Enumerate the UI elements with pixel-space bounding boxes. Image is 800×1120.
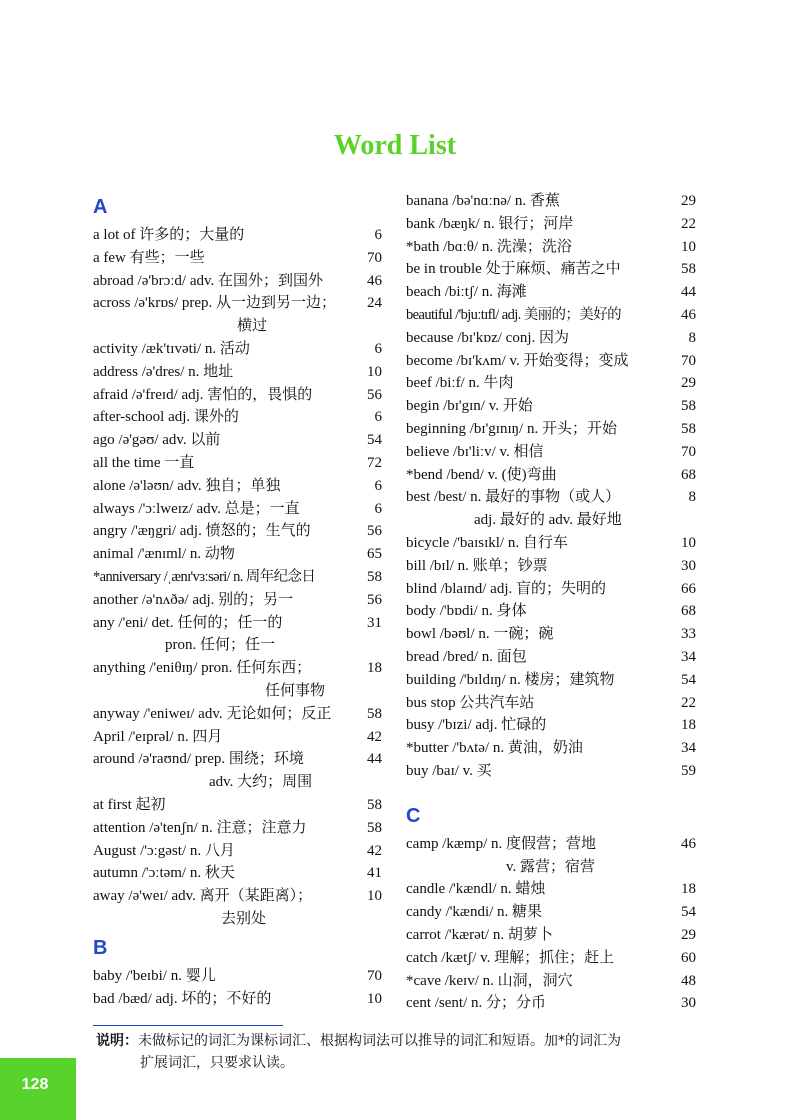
entry-text: angry /'æŋgri/ adj. 愤怒的；生气的 [93,523,311,540]
entry-page-number: 10 [367,990,382,1007]
entry-page-number: 65 [367,546,382,563]
word-entry [93,384,388,407]
entry-continuation: v. 露营；宿营 [506,858,596,875]
entry-text: afraid /ə'freɪd/ adj. 害怕的，畏惧的 [93,386,313,403]
entry-page-number: 48 [681,972,696,989]
entry-text: across /ə'krɒs/ prep. 从一边到另一边； [93,295,337,312]
entry-page-number: 10 [367,363,382,380]
entry-text: building /'bɪldɪŋ/ n. 楼房；建筑物 [406,671,615,688]
word-entry [93,338,388,361]
word-entry [93,862,388,885]
entry-page-number: 54 [681,904,696,921]
word-entry [406,395,702,418]
entry-page-number: 58 [367,819,382,836]
entry-text: bus stop 公共汽车站 [406,694,535,711]
entry-page-number: 58 [681,398,696,415]
entry-text: around /ə'raʊnd/ prep. 围绕；环境 [93,751,304,768]
entry-page-number: 58 [367,568,382,585]
word-entry [406,327,702,350]
entry-text: *cave /keɪv/ n. 山洞，洞穴 [406,972,573,989]
entry-page-number: 30 [681,995,696,1012]
word-entry [93,612,388,658]
entry-page-number: 58 [367,705,382,722]
word-entry [406,623,702,646]
word-entry [406,372,702,395]
entry-text: cent /sent/ n. 分；分币 [406,995,546,1012]
entry-text: autumn /'ɔːtəm/ n. 秋天 [93,865,235,882]
entry-text: bicycle /'baɪsɪkl/ n. 自行车 [406,534,568,551]
word-entry [93,657,388,703]
word-entry [406,464,702,487]
entry-text: a few 有些；一些 [93,249,205,266]
entry-text: bill /bɪl/ n. 账单；钞票 [406,557,548,574]
entry-text: beach /biːtʃ/ n. 海滩 [406,284,527,301]
entry-page-number: 56 [367,523,382,540]
word-entry [93,589,388,612]
entry-page-number: 8 [688,489,696,506]
entry-text: anyway /'eniweɪ/ adv. 无论如何；反正 [93,705,332,722]
entry-text: bread /bred/ n. 面包 [406,648,527,665]
word-entry [406,600,702,623]
word-entry [406,646,702,669]
entry-text: *bath /bɑːθ/ n. 洗澡；洗浴 [406,238,572,255]
entry-text: all the time 一直 [93,454,195,471]
entry-page-number: 29 [681,926,696,943]
word-entry [93,361,388,384]
word-entry [93,885,388,931]
entry-page-number: 70 [367,967,382,984]
entry-page-number: 18 [681,717,696,734]
entry-page-number: 29 [681,375,696,392]
word-entry [406,418,702,441]
entry-page-number: 58 [681,261,696,278]
entry-continuation: 任何事物 [265,682,326,699]
word-entry [406,281,702,304]
entry-text: be in trouble 处于麻烦、痛苦之中 [406,261,621,278]
word-entry [406,692,702,715]
word-entry [93,292,388,338]
entry-text: address /ə'dres/ n. 地址 [93,363,234,380]
entry-page-number: 24 [367,295,382,312]
entry-page-number: 18 [681,881,696,898]
entry-text: beautiful /'bjuːtɪfl/ adj. 美丽的；美好的 [406,306,621,323]
entry-page-number: 44 [681,284,696,301]
word-list-right-column [406,190,702,1015]
word-entry [93,247,388,270]
entry-page-number: 46 [681,306,696,323]
entry-text: beef /biːf/ n. 牛肉 [406,375,514,392]
entry-text: bad /bæd/ adj. 坏的；不好的 [93,990,272,1007]
entry-continuation: adv. 大约；周围 [209,774,313,791]
word-entry [93,726,388,749]
section-letter: B [93,936,108,959]
entry-page-number: 34 [681,740,696,757]
entry-page-number: 56 [367,386,382,403]
entry-text: attention /ə'tenʃn/ n. 注意；注意力 [93,819,307,836]
word-entry [93,748,388,794]
entry-page-number: 33 [681,626,696,643]
entry-continuation: 横过 [237,318,268,335]
section-letter: A [93,196,108,218]
entry-text: abroad /ə'brɔːd/ adv. 在国外；到国外 [93,272,324,289]
word-entry [406,947,702,970]
entry-text: August /'ɔːgəst/ n. 八月 [93,842,235,859]
word-entry [93,703,388,726]
word-entry [406,304,702,327]
entry-page-number: 8 [688,329,696,346]
word-entry [93,840,388,863]
footnote-label: 说明： [96,1033,138,1049]
word-entry [406,213,702,236]
entry-text: begin /bɪ'gɪn/ v. 开始 [406,398,533,415]
word-entry [406,760,702,783]
word-entry [406,486,702,532]
entry-page-number: 54 [367,432,382,449]
entry-page-number: 42 [367,842,382,859]
entry-text: activity /æk'tɪvəti/ n. 活动 [93,340,250,357]
entry-text: because /bɪ'kɒz/ conj. 因为 [406,329,570,346]
word-entry [93,270,388,293]
word-entry [406,737,702,760]
word-entry [406,901,702,924]
word-entry [93,817,388,840]
word-entry [406,350,702,373]
entry-page-number: 42 [367,728,382,745]
entry-text: banana /bə'nɑːnə/ n. 香蕉 [406,193,560,209]
word-entry [93,965,388,988]
entry-page-number: 10 [681,238,696,255]
entry-page-number: 29 [681,193,696,209]
entry-page-number: 70 [681,443,696,460]
word-entry [406,190,702,213]
entry-text: blind /blaɪnd/ adj. 盲的；失明的 [406,580,606,597]
entry-text: after-school adj. 课外的 [93,409,239,426]
entry-page-number: 31 [367,614,382,631]
entry-page-number: 30 [681,557,696,574]
entry-page-number: 72 [367,454,382,471]
word-entry [93,406,388,429]
entry-text: another /ə'nʌðə/ adj. 别的；另一 [93,591,294,608]
entry-page-number: 6 [374,409,382,426]
entry-page-number: 22 [681,215,696,232]
entry-page-number: 59 [681,762,696,779]
word-entry [406,992,702,1015]
entry-page-number: 22 [681,694,696,711]
entry-text: believe /bɪ'liːv/ v. 相信 [406,443,544,460]
entry-text: carrot /'kærət/ n. 胡萝卜 [406,926,553,943]
entry-page-number: 54 [681,671,696,688]
section-gap [406,783,702,799]
entry-text: animal /'ænɪml/ n. 动物 [93,546,235,563]
entry-page-number: 58 [367,796,382,813]
entry-page-number: 6 [374,477,382,494]
entry-text: bank /bæŋk/ n. 银行；河岸 [406,215,574,232]
entry-page-number: 44 [367,751,382,768]
entry-text: ago /ə'gəʊ/ adv. 以前 [93,432,221,449]
entry-text: away /ə'weɪ/ adv. 离开（某距离）； [93,888,313,905]
word-entry [406,970,702,993]
entry-page-number: 68 [681,466,696,483]
entry-text: alone /ə'ləʊn/ adv. 独自；单独 [93,477,281,494]
word-entry [406,532,702,555]
entry-text: a lot of 许多的；大量的 [93,227,245,243]
entry-text: any /'eni/ det. 任何的；任一的 [93,614,283,631]
word-entry [93,475,388,498]
entry-text: busy /'bɪzi/ adj. 忙碌的 [406,717,547,734]
word-entry [93,452,388,475]
entry-text: anything /'eniθɪŋ/ pron. 任何东西； [93,660,312,677]
entry-text: become /bɪ'kʌm/ v. 开始变得；变成 [406,352,629,369]
entry-page-number: 10 [681,534,696,551]
entry-page-number: 70 [681,352,696,369]
word-entry [406,578,702,601]
entry-page-number: 66 [681,580,696,597]
entry-page-number: 6 [374,340,382,357]
entry-page-number: 68 [681,603,696,620]
word-entry [93,498,388,521]
entry-continuation: 去别处 [221,910,267,927]
section-letter: C [406,804,421,827]
entry-text: catch /kætʃ/ v. 理解；抓住；赶上 [406,949,615,966]
entry-page-number: 6 [374,227,382,243]
word-list-left-column [93,190,388,1010]
entry-page-number: 58 [681,420,696,437]
entry-continuation: adj. 最好的 adv. 最好地 [474,512,622,529]
entry-text: beginning /bɪ'gɪnɪŋ/ n. 开头；开始 [406,420,617,437]
entry-text: at first 起初 [93,796,166,813]
word-entry [93,429,388,452]
word-entry [406,714,702,737]
entry-page-number: 6 [374,500,382,517]
footnote-line-1: 未做标记的词汇为课标词汇、根据构词法可以推导的词汇和短语。加*的词汇为 [138,1033,621,1049]
entry-page-number: 41 [367,865,382,882]
entry-text: always /'ɔːlweɪz/ adv. 总是；一直 [93,500,300,517]
word-entry [406,924,702,947]
word-entry [93,543,388,566]
entry-page-number: 46 [681,835,696,852]
page-number: 128 [21,1076,49,1093]
entry-page-number: 34 [681,648,696,665]
word-entry [406,236,702,259]
entry-text: *butter /'bʌtə/ n. 黄油，奶油 [406,740,583,757]
page-number-tab [0,1058,76,1120]
entry-page-number: 10 [367,888,382,905]
entry-text: *anniversary /ˌænɪ'vɜːsəri/ n. 周年纪念日 [93,568,316,585]
entry-text: bowl /bəʊl/ n. 一碗；碗 [406,626,554,643]
word-entry [93,566,388,589]
word-entry [93,794,388,817]
footnote-line-2: 扩展词汇，只要求认读。 [140,1055,294,1071]
entry-text: camp /kæmp/ n. 度假营；营地 [406,835,596,852]
entry-text: buy /baɪ/ v. 买 [406,762,492,779]
word-entry [406,878,702,901]
entry-text: candy /'kændi/ n. 糖果 [406,904,543,921]
entry-page-number: 18 [367,660,382,677]
entry-page-number: 46 [367,272,382,289]
word-entry [93,224,388,247]
word-entry [406,555,702,578]
entry-page-number: 56 [367,591,382,608]
entry-text: baby /'beɪbi/ n. 婴儿 [93,967,216,984]
word-entry [406,441,702,464]
entry-text: body /'bɒdi/ n. 身体 [406,603,527,620]
page-title: Word List [333,130,457,161]
entry-text: April /'eɪprəl/ n. 四月 [93,728,223,745]
word-entry [406,258,702,281]
entry-continuation: pron. 任何；任一 [165,637,275,654]
word-entry [93,520,388,543]
entry-text: candle /'kændl/ n. 蜡烛 [406,881,546,898]
entry-page-number: 70 [367,249,382,266]
entry-page-number: 60 [681,949,696,966]
entry-text: best /best/ n. 最好的事物（或人） [406,489,621,506]
word-entry [406,833,702,879]
footnote [96,1030,716,1074]
entry-text: *bend /bend/ v. (使)弯曲 [406,466,557,483]
note-divider [93,1025,283,1026]
word-entry [93,988,388,1011]
word-entry [406,669,702,692]
